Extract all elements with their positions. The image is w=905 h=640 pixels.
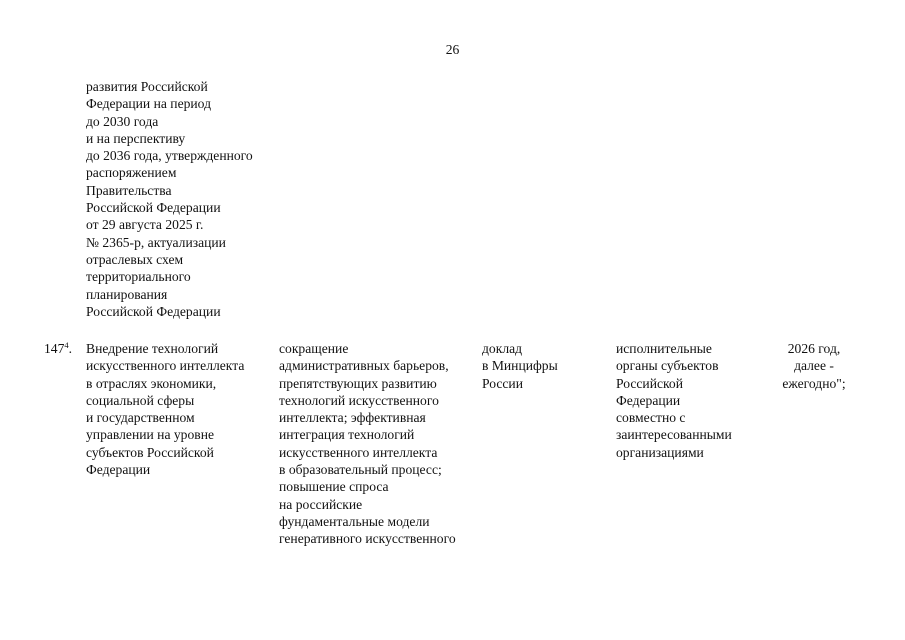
result-line: административных барьеров, <box>279 358 449 374</box>
executors-cell <box>616 340 732 461</box>
executors-line: заинтересованными <box>616 427 732 443</box>
deadline-cell <box>772 340 856 392</box>
result-line: препятствующих развитию <box>279 375 437 391</box>
continuation-cell <box>86 78 253 320</box>
result-line: искусственного интеллекта <box>279 444 438 460</box>
result-line: технологий искусственного <box>279 392 439 408</box>
event-line: искусственного интеллекта <box>86 358 245 374</box>
result-line: интеграция технологий <box>279 427 415 443</box>
page-number: 26 <box>445 42 460 57</box>
result-cell <box>279 340 456 548</box>
event-line: и государственном <box>86 410 195 426</box>
report-line: России <box>482 375 523 391</box>
row-number-superscript: 4 <box>64 340 69 350</box>
event-line: Федерации <box>86 462 151 478</box>
continuation-line: от 29 августа 2025 г. <box>86 217 204 233</box>
continuation-line: отраслевых схем <box>86 251 184 267</box>
row-number <box>44 340 72 357</box>
continuation-line: планирования <box>86 286 168 302</box>
report-cell <box>482 340 558 392</box>
row-number-main: 147 <box>44 341 65 356</box>
continuation-line: и на перспективу <box>86 130 186 146</box>
executors-line: Российской <box>616 375 683 391</box>
row-number-suffix: . <box>68 341 73 356</box>
continuation-line: Российской Федерации <box>86 200 221 216</box>
deadline-line: ежегодно"; <box>782 375 846 391</box>
event-line: в отраслях экономики, <box>86 375 217 391</box>
result-line: на российские <box>279 496 363 512</box>
deadline-line: 2026 год, <box>787 341 841 356</box>
continuation-line: № 2365-р, актуализации <box>86 234 226 250</box>
result-line: в образовательный процесс; <box>279 462 442 478</box>
deadline-line: далее - <box>794 358 834 374</box>
continuation-line: территориального <box>86 269 191 285</box>
continuation-line: развития Российской <box>86 79 208 94</box>
executors-line: органы субъектов <box>616 358 719 374</box>
result-line: повышение спроса <box>279 479 389 495</box>
continuation-line: Правительства <box>86 182 172 198</box>
continuation-line: распоряжением <box>86 165 177 181</box>
event-line: субъектов Российской <box>86 444 214 460</box>
executors-line: организациями <box>616 444 704 460</box>
continuation-line: до 2030 года <box>86 113 159 129</box>
event-cell <box>86 340 244 478</box>
result-line: сокращение <box>279 341 349 356</box>
report-line: в Минцифры <box>482 358 558 374</box>
continuation-line: Российской Федерации <box>86 303 221 319</box>
executors-line: совместно с <box>616 410 686 426</box>
event-line: управлении на уровне <box>86 427 215 443</box>
report-line: доклад <box>482 341 523 356</box>
continuation-line: Федерации на период <box>86 96 212 112</box>
executors-line: Федерации <box>616 392 681 408</box>
result-line: фундаментальные модели <box>279 513 430 529</box>
executors-line: исполнительные <box>616 341 712 356</box>
event-line: социальной сферы <box>86 392 195 408</box>
result-line: интеллекта; эффективная <box>279 410 426 426</box>
result-line: генеративного искусственного <box>279 531 456 547</box>
event-line: Внедрение технологий <box>86 341 219 356</box>
continuation-line: до 2036 года, утвержденного <box>86 148 253 164</box>
